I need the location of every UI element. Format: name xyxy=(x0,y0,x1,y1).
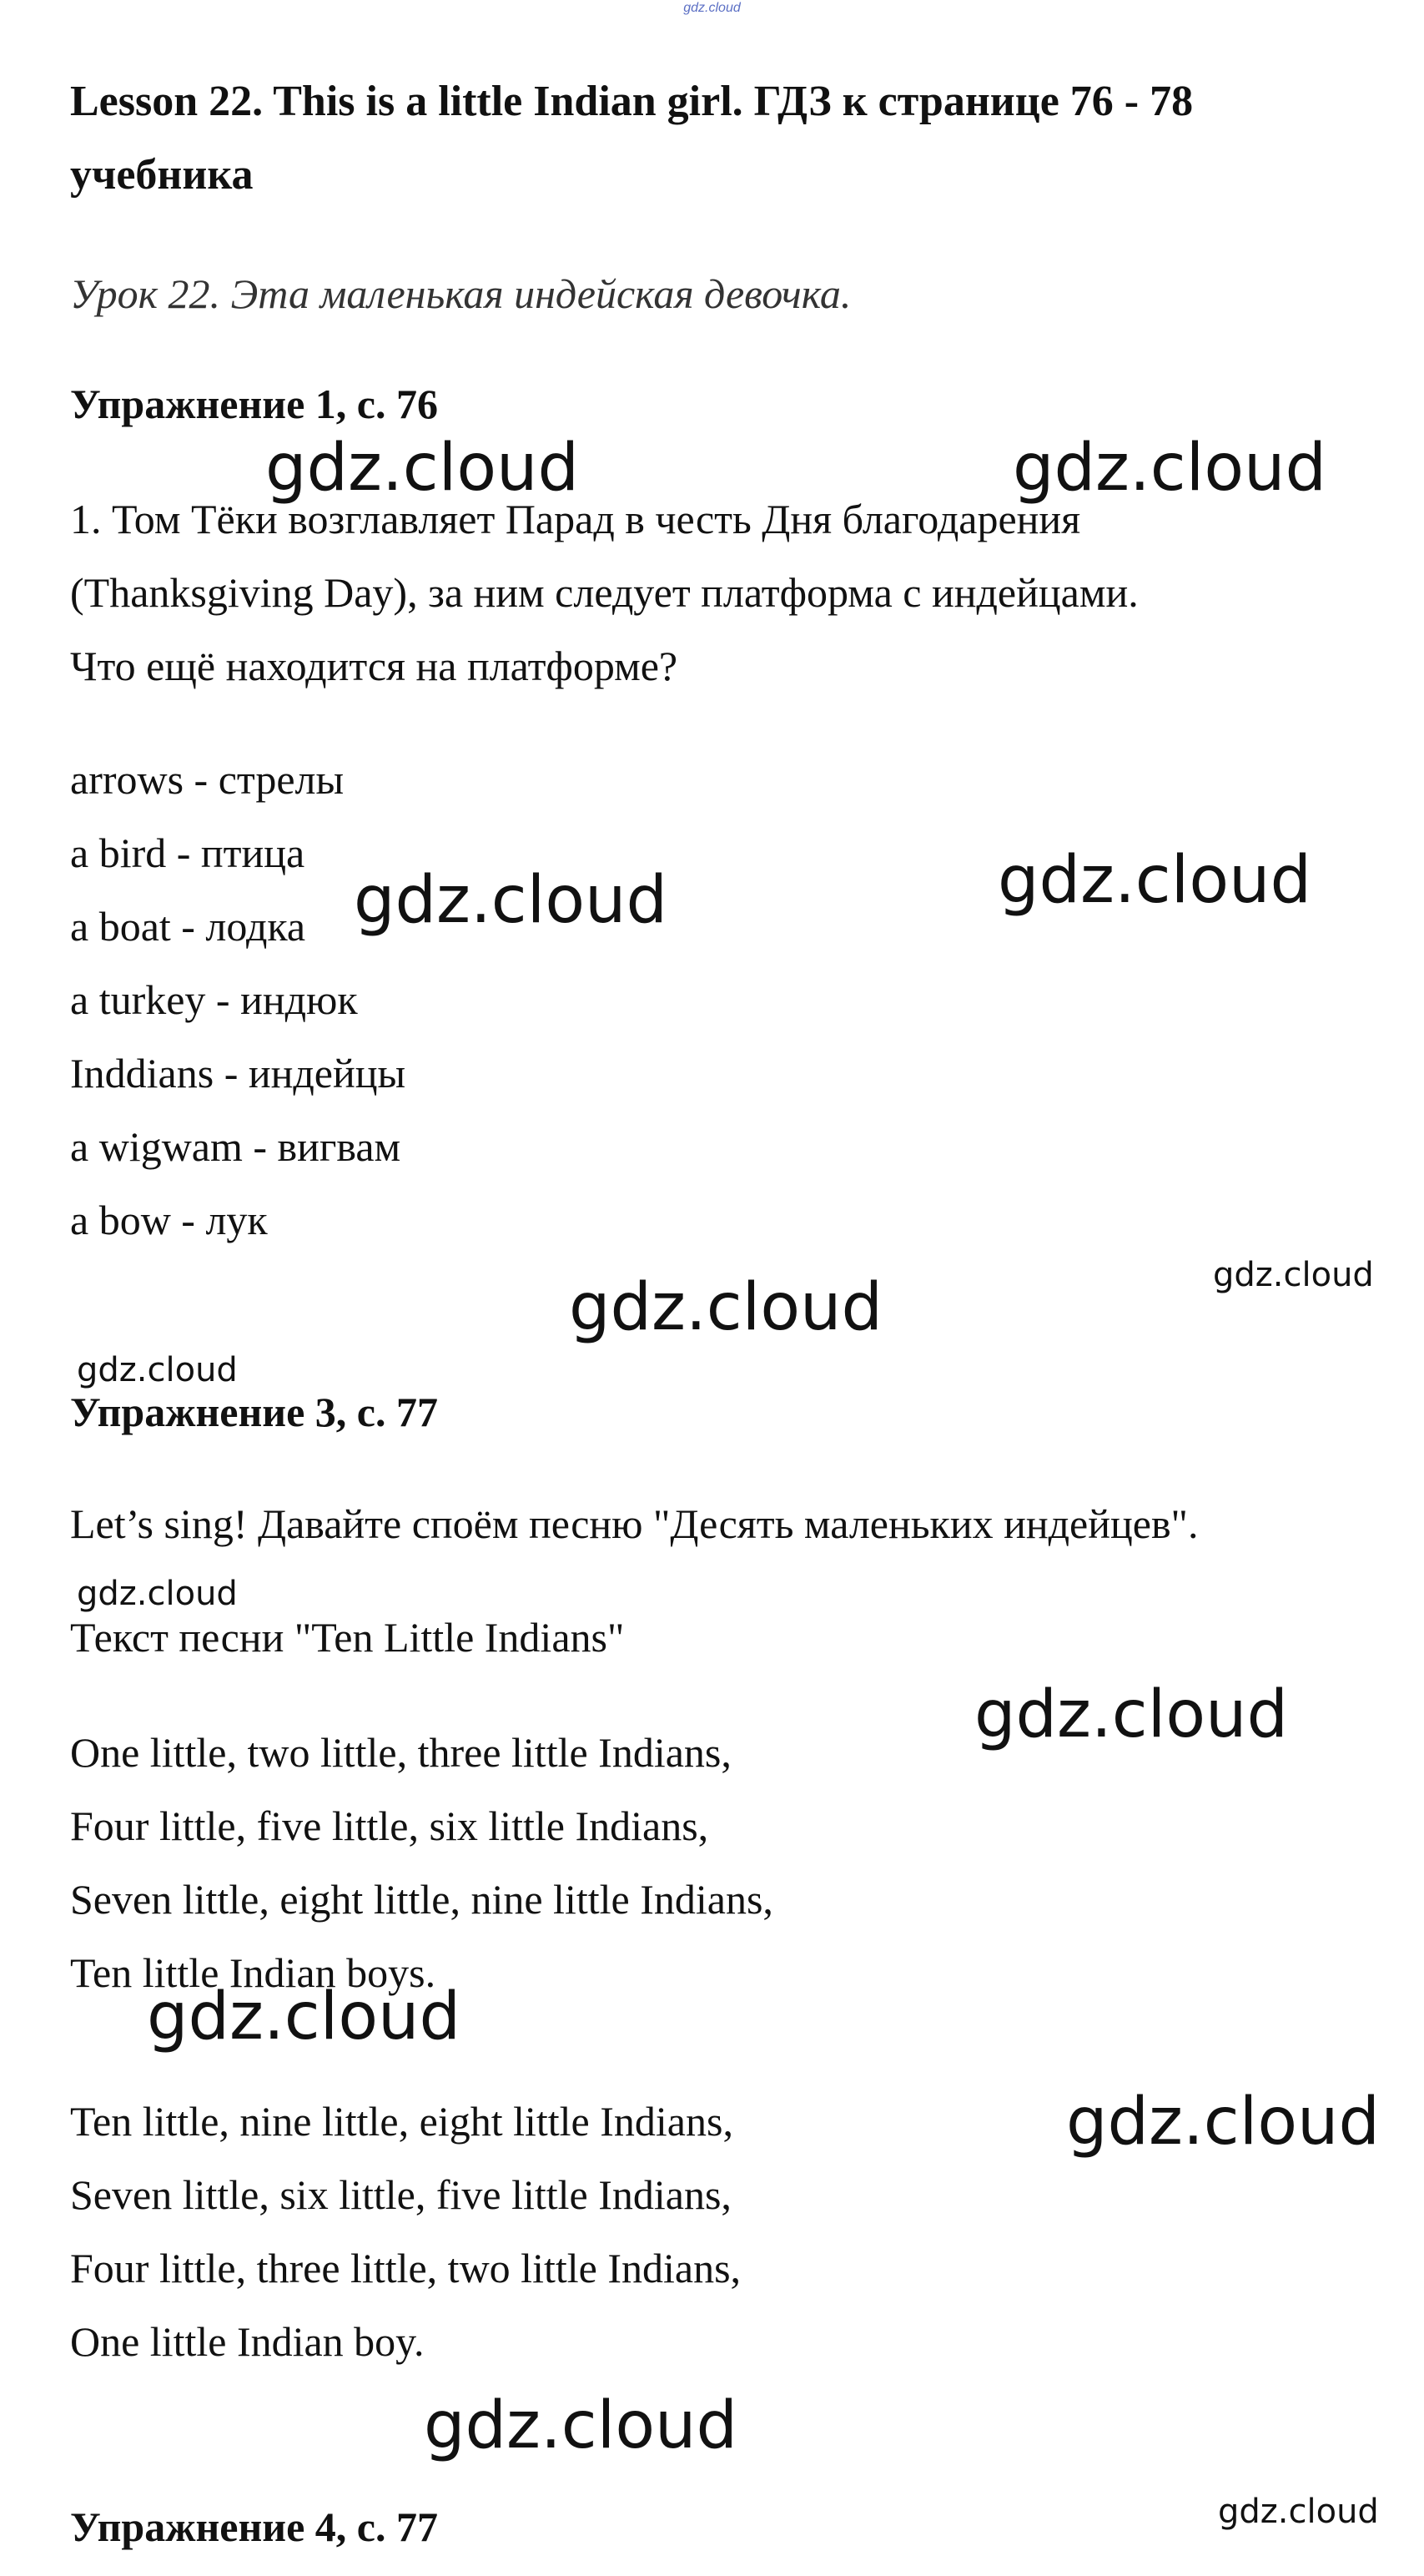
watermark: gdz.cloud xyxy=(569,1270,883,1345)
exercise-1-paragraph xyxy=(70,482,1139,703)
song-verse-2 xyxy=(70,2084,741,2378)
song-verse-1 xyxy=(70,1716,773,2009)
lesson-title-line-2: учебника xyxy=(70,151,254,199)
watermark: gdz.cloud xyxy=(1213,1256,1374,1294)
watermark: gdz.cloud xyxy=(147,1979,460,2054)
list-item: a turkey - индюк xyxy=(70,976,358,1023)
song-title: Текст песни "Ten Little Indians" xyxy=(70,1614,625,1661)
lesson-subtitle: Урок 22. Эта маленькая индейская девочка. xyxy=(70,270,852,317)
top-watermark: gdz.cloud xyxy=(683,1,741,15)
exercise-1-heading: Упражнение 1, с. 76 xyxy=(70,381,438,427)
verse-line: One little Indian boy. xyxy=(70,2318,425,2365)
verse-line: Ten little, nine little, eight little Indians, xyxy=(70,2098,733,2145)
verse-line: Four little, five little, six little Indians, xyxy=(70,1802,709,1849)
watermark: gdz.cloud xyxy=(1218,2493,1379,2531)
watermark: gdz.cloud xyxy=(1066,2084,1380,2160)
paragraph-line: Что ещё находится на платформе? xyxy=(70,643,678,689)
watermark: gdz.cloud xyxy=(354,863,667,938)
watermark: gdz.cloud xyxy=(77,1575,238,1613)
list-item: Inddians - индейцы xyxy=(70,1050,406,1096)
watermark: gdz.cloud xyxy=(424,2388,737,2463)
vocabulary-list xyxy=(70,743,405,1257)
verse-line: One little, two little, three little Indians, xyxy=(70,1729,732,1776)
watermark: gdz.cloud xyxy=(77,1351,238,1389)
watermark: gdz.cloud xyxy=(1013,431,1326,506)
lesson-title-line-1: Lesson 22. This is a little Indian girl. ГДЗ к странице 76 - 78 xyxy=(70,78,1194,125)
verse-line: Ten little Indian boys. xyxy=(70,1949,436,1996)
verse-line: Seven little, six little, five little Indians, xyxy=(70,2171,732,2218)
verse-line: Four little, three little, two little Indians, xyxy=(70,2245,742,2291)
exercise-3-heading: Упражнение 3, с. 77 xyxy=(70,1389,438,1435)
list-item: a bow - лук xyxy=(70,1197,268,1243)
watermark: gdz.cloud xyxy=(974,1677,1288,1752)
list-item: a wigwam - вигвам xyxy=(70,1123,401,1170)
exercise-3-intro: Let’s sing! Давайте споём песню "Десять маленьких индейцев". xyxy=(70,1500,1199,1547)
paragraph-line: 1. Том Тёки возглавляет Парад в честь Дня благодарения xyxy=(70,496,1081,542)
list-item: arrows - стрелы xyxy=(70,756,345,803)
list-item: a bird - птица xyxy=(70,829,305,876)
paragraph-line: (Thanksgiving Day), за ним следует платформа с индейцами. xyxy=(70,569,1139,616)
watermark: gdz.cloud xyxy=(998,843,1311,918)
list-item: a boat - лодка xyxy=(70,903,306,950)
watermark: gdz.cloud xyxy=(265,431,579,506)
exercise-4-heading: Упражнение 4, с. 77 xyxy=(70,2503,438,2550)
verse-line: Seven little, eight little, nine little Indians, xyxy=(70,1876,773,1923)
